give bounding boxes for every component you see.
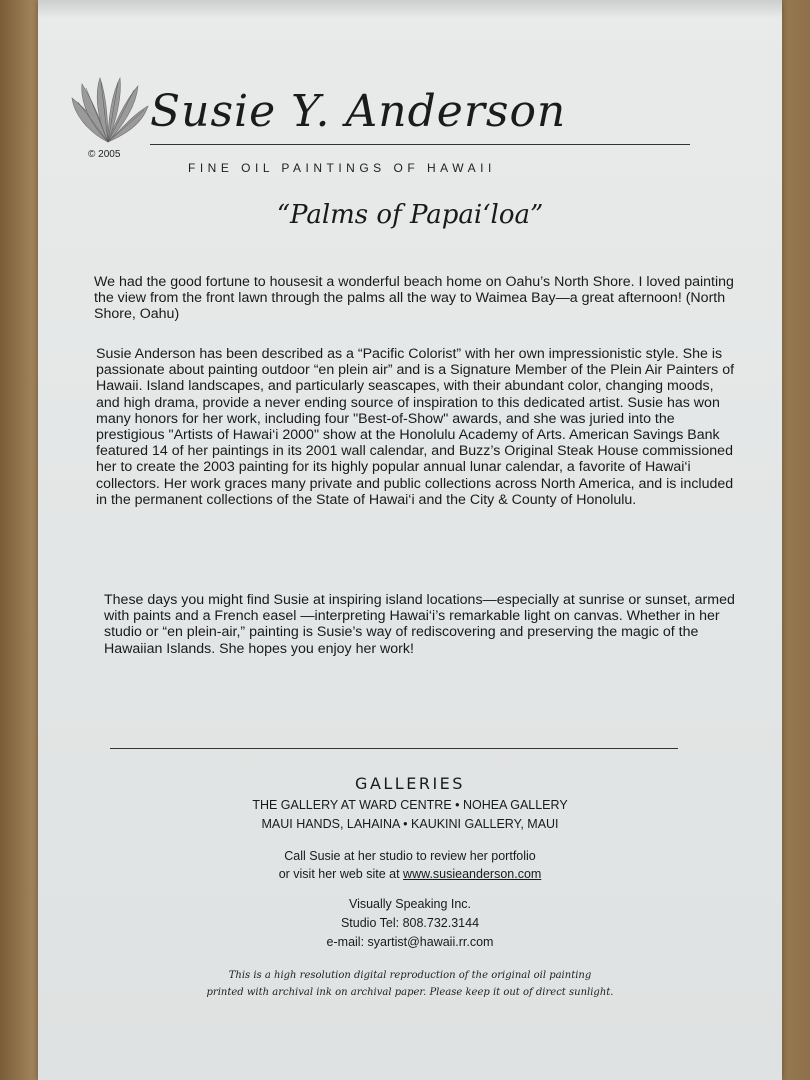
- footer-divider: [110, 748, 678, 749]
- gallery-list-line-2: MAUI HANDS, LAHAINA • KAUKINI GALLERY, MAUI: [261, 817, 559, 831]
- artist-name: Susie Y. Anderson: [150, 86, 567, 137]
- top-shadow: [38, 0, 782, 18]
- website-prefix: or visit her web site at: [278, 867, 404, 881]
- paragraph-painting-story: We had the good fortune to housesit a wonderful beach home on Oahu’s North Shore. I loved painting the view from the front lawn through the palms all the way to Waimea Bay—a great afternoon! (North Shore, Oahu): [94, 274, 734, 323]
- gallery-list-line-1: THE GALLERY AT WARD CENTRE • NOHEA GALLERY: [252, 798, 568, 812]
- archival-note-line-1: This is a high resolution digital reproduction of the original oil painting: [228, 970, 592, 981]
- copyright-notice: © 2005: [88, 149, 121, 160]
- tagline: FINE OIL PAINTINGS OF HAWAII: [188, 161, 496, 175]
- email-address: e-mail: syartist@hawaii.rr.com: [326, 935, 494, 949]
- galleries-heading: GALLERIES: [355, 774, 465, 793]
- company-name: Visually Speaking Inc.: [348, 897, 472, 911]
- palm-leaf-icon: [68, 72, 150, 148]
- paragraph-artist-bio: Susie Anderson has been described as a “Pacific Colorist” with her own impressionistic style. She is passionate about painting outdoor “en plein air” and is a Signature Member of the Plein Air Painters of Hawaii. Island landscapes, and particularly seascapes, with their abundant color, changing moods, and high drama, provide a never ending source of inspiration to this dedicated artist. Susie has won many honors for her work, including four "Best-of-Show" awards, and she was juried into the prestigious "Artists of Hawai‘i 2000" show at the Honolulu Academy of Arts. American Savings Bank featured 14 of her paintings in its 2001 wall calendar, and Buzz’s Original Steak House commissioned her to create the 2003 painting for its highly popular annual lunar calendar, a favorite of Hawai‘i collectors. Her work graces many private and public collections across North America, and is included in the permanent collections of the State of Hawai‘i and the City & County of Honolulu.: [96, 346, 735, 508]
- website-link[interactable]: www.susieanderson.com: [403, 867, 542, 881]
- studio-telephone: Studio Tel: 808.732.3144: [340, 916, 480, 930]
- website-line: [38, 867, 782, 881]
- archival-note-line-2: printed with archival ink on archival paper. Please keep it out of direct sunlight.: [206, 987, 614, 998]
- header-divider: [150, 144, 690, 145]
- painting-title: “Palms of Papai‘loa”: [276, 200, 544, 230]
- info-sheet: [38, 0, 782, 1080]
- call-line: Call Susie at her studio to review her portfolio: [284, 849, 536, 863]
- paragraph-closing: These days you might find Susie at inspiring island locations—especially at sunrise or sunset, armed with paints and a French easel —interpreting Hawai‘i’s remarkable light on canvas. Whether in her studio or “en plein-air,” painting is Susie’s way of rediscovering and preserving the magic of the Hawaiian Islands. She hopes you enjoy her work!: [104, 592, 735, 657]
